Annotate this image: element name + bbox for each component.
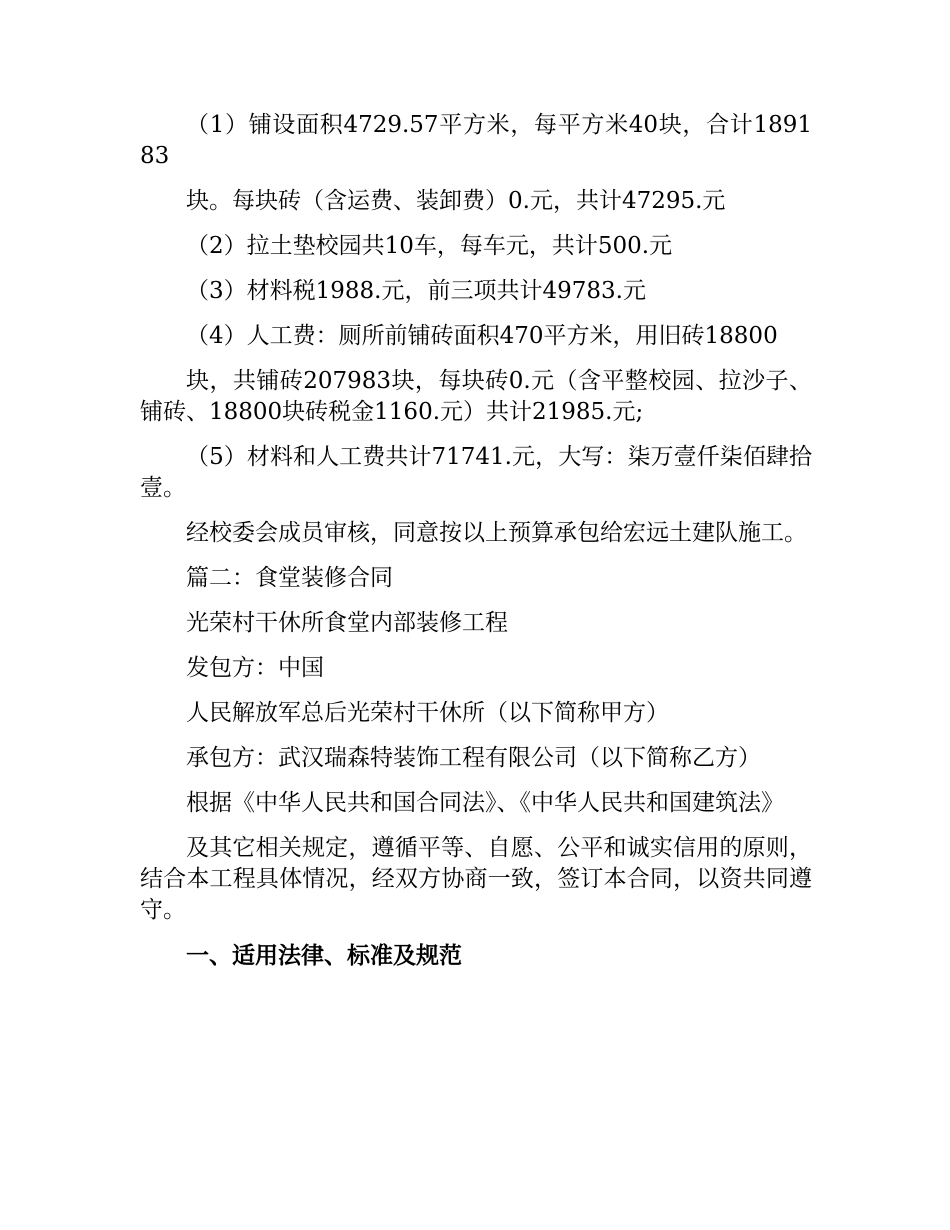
paragraph-item-3: （2）拉土垫校园共10车，每车元，共计500.元	[186, 233, 673, 259]
paragraph-approval: 经校委会成员审核，同意按以上预算承包给宏远土建队施工。	[186, 520, 807, 546]
paragraph-item-6: 块，共铺砖207983块，每块砖0.元（含平整校园、拉沙子、铺砖、18800块砖税金1160.元）共计21985.元;	[140, 368, 812, 425]
paragraph-item-5: （4）人工费：厕所前铺砖面积470平方米，用旧砖18800	[186, 323, 778, 349]
project-name: 光荣村干休所食堂内部装修工程	[186, 610, 508, 636]
principles-paragraph: 及其它相关规定，遵循平等、自愿、公平和诚实信用的原则，结合本工程具体情况，经双方协商一致，签订本合同，以资共同遵守。	[140, 835, 812, 923]
legal-basis-paragraph: 根据《中华人民共和国合同法》、《中华人民共和国建筑法》	[186, 790, 784, 816]
paragraph-item-1: （1）铺设面积4729.57平方米，每平方米40块，合计189183	[140, 112, 812, 169]
employer-label: 发包方：中国	[186, 655, 324, 681]
paragraph-item-2: 块。每块砖（含运费、装卸费）0.元，共计47295.元	[186, 188, 726, 214]
paragraph-item-4: （3）材料税1988.元，前三项共计49783.元	[186, 278, 646, 304]
contractor-name: 承包方：武汉瑞森特装饰工程有限公司（以下简称乙方）	[186, 745, 761, 771]
document-page	[140, 110, 812, 985]
paragraph-item-7: （5）材料和人工费共计71741.元，大写：柒万壹仟柒佰肆拾壹。	[140, 444, 812, 501]
section-heading: 一、适用法律、标准及规范	[186, 942, 462, 969]
employer-name: 人民解放军总后光荣村干休所（以下简称甲方）	[186, 700, 669, 726]
article-title: 篇二：食堂装修合同	[186, 565, 393, 591]
